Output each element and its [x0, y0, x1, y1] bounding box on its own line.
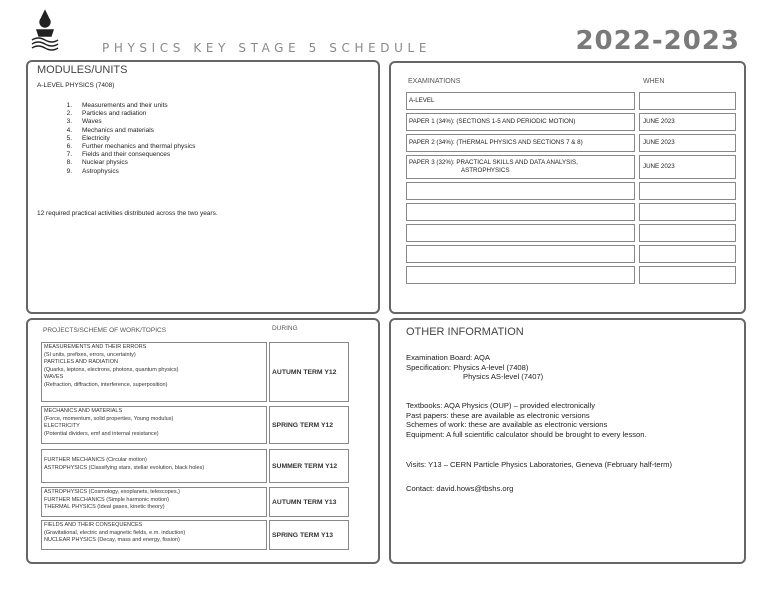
list-item: 3. Waves: [66, 118, 102, 126]
table-row: MEASUREMENTS AND THEIR ERRORS (SI units, prefixes, errors, uncertainty) PARTICLES AND RADIATION (Quarks, leptons, electrons, photons, quantum physics) WAVES (Refraction, diffraction, interference, superposition): [41, 342, 267, 402]
exam-cell: PAPER 2 (34%): (THERMAL PHYSICS AND SECTIONS 7 & 8): [406, 134, 635, 152]
resources-info: Textbooks: AQA Physics (OUP) – provided electronically Past papers: these are available as electronic versions Schemes of work: these are available as electronic versions Equipment: A full scientific calculator should be brought to every lesson.: [406, 401, 647, 439]
term-cell: SPRING TERM Y13: [269, 520, 349, 550]
list-item: 6. Further mechanics and thermal physics: [66, 142, 196, 150]
list-item: 1. Measurements and their units: [66, 102, 168, 109]
exam-cell: PAPER 1 (34%): (SECTIONS 1-5 AND PERIODIC MOTION): [406, 113, 635, 131]
when-cell: JUNE 2023: [639, 113, 736, 131]
when-cell: [639, 203, 736, 221]
term-cell: AUTUMN TERM Y12: [269, 342, 349, 402]
term-cell: SUMMER TERM Y12: [269, 449, 349, 483]
when-cell: JUNE 2023: [639, 134, 736, 152]
list-item: 9. Astrophysics: [66, 167, 119, 175]
when-cell: [639, 224, 736, 242]
table-row: MECHANICS AND MATERIALS (Force, momentum, solid properties, Young modulus) ELECTRICITY (Potential dividers, emf and internal resistance): [41, 406, 267, 444]
practicals-note: 12 required practical activities distributed across the two years.: [37, 210, 218, 217]
exam-cell: [406, 155, 635, 179]
exam-cell: [406, 266, 635, 284]
list-item: 4. Mechanics and materials: [66, 126, 154, 134]
list-item: 2. Particles and radiation: [66, 110, 147, 118]
exam-cell: A-LEVEL: [406, 92, 635, 110]
when-cell: [639, 266, 736, 284]
table-row: ASTROPHYSICS (Cosmology, exoplanets, telescopes,) FURTHER MECHANICS (Simple harmonic motion) THERMAL PHYSICS (Ideal gases, kinetic theory): [41, 487, 267, 517]
school-crest-logo: [28, 8, 62, 52]
exam-line: ASTROPHYSICS: [461, 167, 510, 174]
exam-line: PAPER 3 (32%): PRACTICAL SKILLS AND DATA ANALYSIS,: [409, 159, 578, 166]
when-cell: [639, 182, 736, 200]
modules-panel: [26, 60, 380, 314]
projects-panel: [26, 318, 380, 564]
when-cell: [639, 245, 736, 263]
when-cell: [639, 92, 736, 110]
schedule-title: PHYSICS KEY STAGE 5 SCHEDULE: [102, 41, 432, 55]
table-row: FURTHER MECHANICS (Circular motion) ASTROPHYSICS (Classifying stars, stellar evolution, black holes): [41, 449, 267, 483]
during-header: DURING: [272, 325, 298, 332]
modules-title: MODULES/UNITS: [37, 64, 128, 76]
examinations-panel: [389, 61, 746, 314]
examinations-header: EXAMINATIONS: [408, 78, 461, 85]
academic-year: 2022-2023: [575, 26, 740, 56]
exam-board-info: Examination Board: AQA Specification: Physics A-level (7408) Physics AS-level (7407): [406, 353, 544, 382]
exam-cell: [406, 224, 635, 242]
list-item: 7. Fields and their consequences: [66, 151, 171, 159]
list-item: 8. Nuclear physics: [66, 159, 128, 167]
exam-cell: [406, 182, 635, 200]
exam-cell: [406, 245, 635, 263]
other-info-title: OTHER INFORMATION: [406, 326, 524, 338]
contact-email[interactable]: Contact: david.hows@tbshs.org: [406, 484, 514, 493]
topics-header: PROJECTS/SCHEME OF WORK/TOPICS: [43, 327, 167, 334]
table-row: FIELDS AND THEIR CONSEQUENCES (Gravitational, electric and magnetic fields, e.m. induction) NUCLEAR PHYSICS (Decay, mass and energy, fission): [41, 520, 267, 550]
other-info-panel: [389, 318, 746, 564]
visits-info: Visits: Y13 – CERN Particle Physics Laboratories, Geneva (February half-term): [406, 460, 673, 469]
modules-subtitle: A-LEVEL PHYSICS (7408): [37, 82, 115, 89]
modules-list: [54, 102, 195, 176]
term-cell: SPRING TERM Y12: [269, 406, 349, 444]
when-cell: JUNE 2023: [639, 155, 736, 179]
term-cell: AUTUMN TERM Y13: [269, 487, 349, 517]
when-header: WHEN: [643, 78, 665, 85]
list-item: 5. Electricity: [66, 134, 110, 142]
exam-cell: [406, 203, 635, 221]
